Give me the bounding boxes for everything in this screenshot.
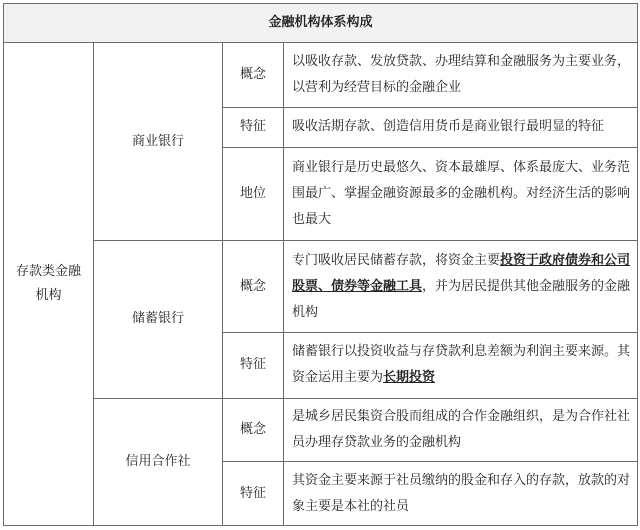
description-cell <box>284 462 638 526</box>
title-row <box>4 4 638 43</box>
aspect-label: 特征 <box>223 332 284 398</box>
description-cell <box>284 398 638 462</box>
description-text: 其资金主要来源于社员缴纳的股金和存入的存款，放款的对象主要是本社的社员 <box>292 472 631 514</box>
description-cell <box>284 147 638 241</box>
table-title: 金融机构体系构成 <box>4 4 638 43</box>
table-row <box>4 398 638 462</box>
aspect-label: 地位 <box>223 147 284 241</box>
description-cell <box>284 332 638 398</box>
description-cell <box>284 241 638 332</box>
emphasis-text: 长期投资 <box>383 370 436 386</box>
description-cell <box>284 107 638 147</box>
description-text: 商业银行是历史最悠久、资本最雄厚、体系最庞大、业务范围最广、掌握金融资源最多的金融机构。对经济生活的影响也最大 <box>292 160 631 228</box>
description-text: 吸收活期存款、创造信用货币是商业银行最明显的特征 <box>292 119 605 135</box>
description-text: 以吸收存款、发放贷款、办理结算和金融服务为主要业务，以营利为经营目标的金融企业 <box>292 53 631 95</box>
description-text: ，并为居民提供其他金融服务的金融机构 <box>292 278 631 320</box>
institution-name: 储蓄银行 <box>94 241 223 398</box>
emphasis-text: 投资于政府债券和公司股票、债券等金融工具 <box>292 252 631 294</box>
category-cell: 存款类金融机构 <box>4 43 94 526</box>
aspect-label: 特征 <box>223 462 284 526</box>
institution-name: 信用合作社 <box>94 398 223 525</box>
table-row <box>4 43 638 108</box>
table-row <box>4 241 638 332</box>
institution-name: 商业银行 <box>94 43 223 241</box>
aspect-label: 特征 <box>223 107 284 147</box>
aspect-label: 概念 <box>223 43 284 108</box>
aspect-label: 概念 <box>223 398 284 462</box>
aspect-label: 概念 <box>223 241 284 332</box>
description-text: 专门吸收居民储蓄存款，将资金主要 <box>292 252 501 268</box>
description-text: 储蓄银行以投资收益与存贷款利息差额为利润主要来源。其资金运用主要为 <box>292 344 631 386</box>
finance-institution-table <box>3 3 638 526</box>
description-cell <box>284 43 638 108</box>
description-text: 是城乡居民集资合股而组成的合作金融组织，是为合作社社员办理存贷款业务的金融机构 <box>292 408 631 450</box>
